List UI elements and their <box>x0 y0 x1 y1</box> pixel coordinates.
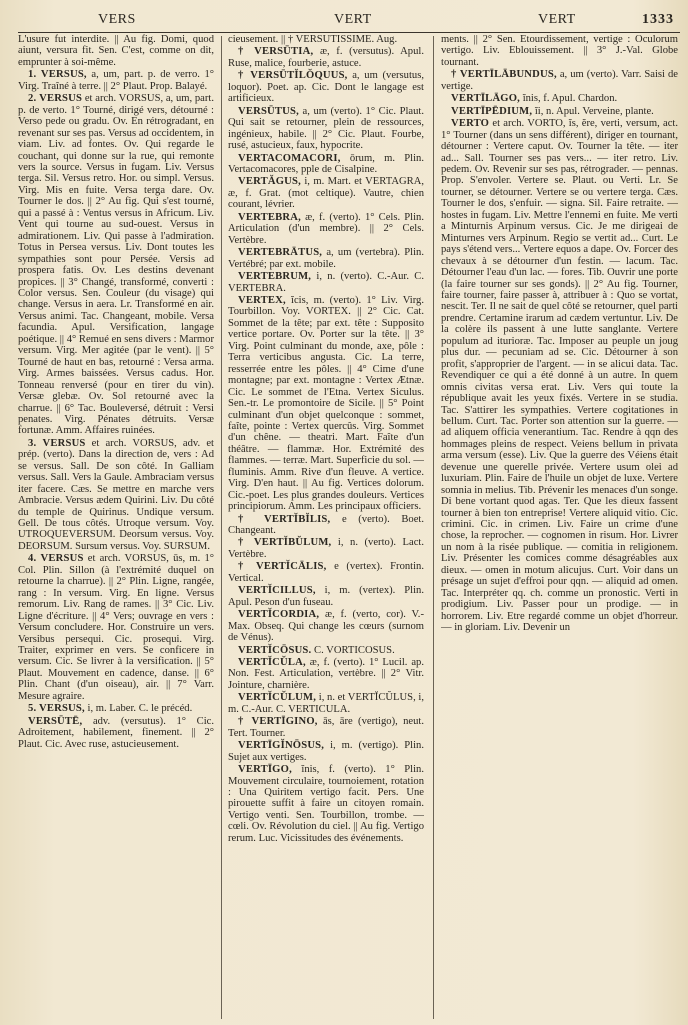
entry-definition: e (vertex). Frontin. Vertical. <box>228 561 424 584</box>
dictionary-entry <box>441 93 678 104</box>
entry-headword: VERTO <box>451 118 490 130</box>
dictionary-entry <box>228 46 424 69</box>
entry-headword: VERTEBRĀTUS, <box>238 247 323 259</box>
dictionary-entry <box>228 764 424 844</box>
entry-definition: et arch. VORSUS, adv. et prép. (verto). Dans la direction de, vers : Ad se versus. Sall. De son côté. In Galliam versus. Sall. Vers la Gaule. Ambraciam versus iter facere. Cæs. Se mettre en marche vers Ambracie. Versus ædem Quirini. Liv. Du côté du temple de Quirinus. Undique versum. Gell. De tous côtés. Utroque versum. Voy. UTROQUEVERSUM. Deorsum versus. Voy. DEORSUM. Sursum versus. Voy. SURSUM. <box>18 437 214 552</box>
entry-definition: ōrum, m. Plin. Vertacomacores, pple de Cisalpine. <box>228 152 424 175</box>
entry-definition: i, n. (verto). C.-Aur. C. VERTEBRA. <box>228 271 424 294</box>
dictionary-entry <box>441 34 678 68</box>
entry-definition: i, m. (vertigo). Plin. Sujet aux vertiges. <box>228 740 424 763</box>
dictionary-entry <box>228 153 424 176</box>
dictionary-entry <box>228 561 424 584</box>
column-3 <box>441 34 678 1021</box>
dictionary-entry <box>18 553 214 702</box>
entry-definition: et arch. VORSUS, ūs, m. 1° Col. Plin. Sillon (à l'extrémité duquel on retourne la charrue). || 2° Plin. Ligne, rangée, rang : In versum. Virg. En ligne. Versus remorum. Liv. Rang de rames. || 3° Cic. Liv. Ligne d'écriture. || 4° Vers; ouvrage en vers : Versum concludere. Hor. Construire un vers. Versibus persequi. Cic. prosequi. Virg. Traiter, exprimer en vers. Se conficere in versum. Cic. Se livrer à la versification. || 5° Plaut. Mouvement en cadence, danse. || 6° Plin. Chant (d'un oiseau), air. || 7° Varr. Mesure agraire. <box>18 553 214 702</box>
entry-headword: VERTEBRUM, <box>238 271 312 283</box>
column-divider-2 <box>433 36 434 1019</box>
entry-definition: i, m. (vertex). Plin. Apul. Peson d'un fuseau. <box>228 585 424 608</box>
entry-headword: † VERTĬBĬLIS, <box>238 513 331 525</box>
dictionary-entry <box>228 609 424 643</box>
entry-definition: ĭi, n. Apul. Verveine, plante. <box>534 105 654 117</box>
entry-definition: ĭnis, f. Apul. Chardon. <box>522 93 618 105</box>
dictionary-entry <box>228 212 424 246</box>
entry-headword: † VERTĪGINO, <box>238 716 318 728</box>
entry-headword: 2. VERSUS <box>28 93 83 105</box>
entry-definition: æ, f. (verto, cor). V.-Max. Obseq. Qui change les cœurs (surnom de Vénus). <box>228 609 424 644</box>
entry-headword: VERSŪTĒ, <box>28 715 83 727</box>
entry-definition: æ, f. (versutus). Apul. Ruse, malice, fourberie, astuce. <box>228 46 424 69</box>
entry-headword: † VERTĬCĀLIS, <box>238 561 327 573</box>
entry-headword: VERTĬCŬLA, <box>238 657 306 669</box>
entry-headword: VERTĪGO, <box>238 764 292 776</box>
dictionary-entry <box>18 438 214 553</box>
entry-definition: adv. (versutus). 1° Cic. Adroitement, habilement, finement. || 2° Plaut. Cic. Avec ruse, astucieusement. <box>18 715 214 750</box>
dictionary-entry <box>228 34 424 45</box>
entry-definition: ments. || 2° Sen. Etourdissement, vertige : Oculorum vertigo. Liv. Eblouissement. || 3° J.-Val. Globe tournant. <box>441 34 678 68</box>
dictionary-entry <box>228 271 424 294</box>
dictionary-entry <box>228 106 424 152</box>
entry-definition: a, um (vertebra). Plin. Vertébré; par ext. mobile. <box>228 247 424 270</box>
dictionary-entry <box>228 176 424 210</box>
entry-definition: et arch. VORSUS, a, um, part. p. de verto. 1° Tourné, dirigé vers, détourné : Verso pede ou gradu. Ov. En rétrogradant, en revenant sur ses pas. Versus ad occidentem, in viam. Liv. ad fontes. Ov. Qui regarde le couchant, qui donne sur la rue, qui remonte vers la source. Versus in fugam. Liv. Versus terga. Sil. Versus retro. Hor. ou simpl. Versus. Virg. Mis en fuite. Versa terga dare. Ov. Tourner le dos. || 2° Au fig. Qui s'est tourné, qui a passé à : Ventus versus in Africum. Liv. Vent qui tourne au sud-ouest. Versus in admirationem. Liv. Qui passe à l'admiration. Totus in Persea versus. Liv. Dont toutes les sympathies sont pour Persée. Versis ad prospera fatis. Ov. Les destins devenant propices. || 3° Changé, transformé, converti : Color versus. Sen. Couleur (du visage) qui change. Versus in aera. Lr. Transformé en air. Versus animi. Tac. Changeant, mobile. Versa facundia. Apul. Versification, langage poétique. || 4° Remué en sens divers : Marmor versum. Virg. Mer agitée (par le vent). || 5° Tourné de haut en bas, retourné : Versa arma. Virg. Armes baissées. Versus cadus. Hor. Tonneau renversé (pour en tirer du vin). Versæ glebæ. Ov. Sol retourné avec la charrue. || 6° Tac. Bouleversé, détruit : Versi penates. Virg. Pénates détruits. Versæ fortunæ. Amm. Affaires ruinées. <box>18 93 214 437</box>
entry-headword: 1. VERSUS, <box>28 69 87 81</box>
entry-headword: VERTACOMACORI, <box>238 152 341 164</box>
entry-headword: † VERSŪTIA, <box>238 46 314 58</box>
entry-definition: æ, f. (verto). 1° Lucil. ap. Non. Fest. Articulation, vertèbre. || 2° Vitr. Jointure, charnière. <box>228 657 424 691</box>
header-center-guideword: VERT <box>334 12 372 27</box>
dictionary-entry <box>228 585 424 608</box>
entry-headword: † VERTĬBŬLUM, <box>238 537 332 549</box>
entry-headword: 5. VERSUS, <box>28 703 85 715</box>
dictionary-entry <box>18 34 214 68</box>
entry-headword: VERTĬCILLUS, <box>238 585 316 597</box>
entry-definition: a, um, part. p. de verro. 1° Virg. Traîné à terre. || 2° Plaut. Prop. Balayé. <box>18 69 214 92</box>
entry-definition: i, n. et VERTĬCŬLUS, i, m. C.-Aur. C. VERTICULA. <box>228 692 424 715</box>
header-right-guideword: VERT <box>538 12 576 27</box>
entry-definition: et arch. VORTO, ĭs, ĕre, verti, versum, act. 1° Tourner (dans un sens différent), diriger en tournant, détourner : Vertere caput. Ov. Tourner la tête. — iter ad... Sall. Tourner ses pas vers... — iter retro. Liv. pedem. Ov. Revenir sur ses pas, rétrograder. — pennas. Prop. S'envoler. Vertere se. Plaut. ou Verti. Lr. Se tourner, se détourner. Vertere se ou vertere terga. Cæs. Tourner le dos, s'enfuir. — signa. Sil. Faire retraite. — hostes in fugam. Liv. Mettre l'ennemi en fuite. Me verti a Minturnis Arpinum versus. Cic. Je me dirigeai de Minturnes vers Arpinum. Regio se vertit ad... Curt. Le pays s'étend vers... Vertere equos a dape. Ov. Forcer des chevaux à se détourner d'un festin. — lacum. Tac. Détourner l'eau d'un lac. — fores. Tib. Ouvrir une porte (la faire tourner sur ses gonds). || 2° Au fig. Tourner, faire tourner, faire passer à, attribuer à : Quo se vortat, nescit. Ter. Il ne sait de quel côté se retourner, quel parti prendre. Certamine irarum ad cædem vertuntur. Liv. De la colère ils passent à une lutte sanglante. Vertere populum ad iturioræ. Tac. Imposer au peuple un joug plus dur. — pecuniam ad se. Cic. Détourner à son profit, s'approprier de l'argent. — in se alicui data. Tac. Revendiquer ce qui a été donné à un autre. In quem omnis civitas versa erat. Liv. Vers qui toute la république avait les yeux fixés. Vertere in se studia. Tac. S'attirer les sympathies. Vertere cogitationes in bellum. Curt. Tac. Porter son attention sur la guerre. — ad aliquem officia venerantium. Tac. Rendre à qqn des hommages pleins de respect. Veiens bellum in privata arma versum (esse). Liv. Que la guerre des Véiens était devenue une querelle privée. Vertere usum olei ad luxuriam. Plin. Faire de l'huile un objet de luxe. Vertere somnia in melius. Tib. Prévenir les menaces d'un songe. Di bene vortant quod agas. Ter. Que les dieux fassent tourner à bien ton entreprise! Vertere aliquid vitio. Cic. crimini. Cic. in crimen. Liv. Faire un crime d'une chose, la reprocher. — cognomen in risum. Hor. Livrer un nom à la risée publique. — comitia in religionem. Liv. Présenter les comices comme désagréables aux dieux. — omen in motum alicujus. Curt. Voir dans un présage un sujet d'effroi pour qqn. — aliquid ad omen. Tac. Interpréter qq. ch. comme un pronostic. Verti in prodigium. Liv. Passer pour un prodige. — in horrorem. Liv. Etre regardé comme un objet d'horreur. — in gloriam. Liv. Devenir un <box>441 118 678 634</box>
entry-headword: VERTĬCŬLUM, <box>238 692 317 704</box>
entry-headword: VERTĪPĒDIUM, <box>451 105 533 117</box>
header-left-guideword: VERS <box>98 12 136 27</box>
entry-definition: e (verto). Boet. Changeant. <box>228 513 424 537</box>
entry-definition: i, n. (verto). Lact. Vertèbre. <box>228 537 424 560</box>
dictionary-entry <box>18 69 214 92</box>
dictionary-entry <box>228 740 424 763</box>
entry-definition: L'usure fut interdite. || Au fig. Domi, quod aiunt, versura fit. Sen. C'est, comme on dit, emprunter à soi-même. <box>18 34 214 68</box>
entry-headword: VERTEX, <box>238 294 286 306</box>
column-2 <box>228 34 424 1021</box>
dictionary-entry <box>441 106 678 117</box>
dictionary-entry <box>228 70 424 104</box>
entry-headword: VERTĬCORDIA, <box>238 609 320 621</box>
entry-definition: ĭcis, m. (verto). 1° Liv. Virg. Tourbillon. Voy. VORTEX. || 2° Cic. Cat. Sommet de la tête; par ext. tête : Supposito vertice portare. Ov. Porter sur la tête. || 3° Virg. Point culminant du monde, axe, pôle : Terra verticibus angusta. Cic. La terre, resserrée entre les pôles. || 4° Cime d'une montagne; par ext. montagne : Vertex Ætnæ. Cic. Le sommet de l'Etna. Vertex Siculus. Sen.-tr. Le promontoire de Sicile. || 5° Point culminant d'un objet quelconque : sommet, faîte, pointe : Vertex quercûs. Virg. Sommet d'un chêne. — theatri. Mart. Faîte d'un théâtre. — flammæ. Hor. Extrémité des flammes. — terræ. Mart. Superficie du sol. — fluminis. Amm. Rive d'un fleuve. A vertice. Virg. D'en haut. || Au fig. Vertices dolorum. Cic.-poet. Les plus grandes douleurs. Vertices principiorum. Amm. Les principaux officiers. <box>228 294 424 513</box>
entry-headword: 3. VERSUS <box>28 437 86 449</box>
entry-definition: a, um (verto). Varr. Saisi de vertige. <box>441 69 678 92</box>
dictionary-entry <box>441 69 678 92</box>
entry-headword: † VERSŪTĬLŎQUUS, <box>238 70 348 82</box>
entry-headword: 4. VERSUS <box>28 553 84 565</box>
column-divider-1 <box>221 36 222 1019</box>
entry-definition: a, um (versutus, loquor). Poet. ap. Cic. Dont le langage est artificieux. <box>228 70 424 105</box>
entry-definition: ās, āre (vertigo), neut. Tert. Tourner. <box>228 716 424 739</box>
dictionary-entry <box>228 645 424 656</box>
dictionary-entry <box>228 716 424 739</box>
dictionary-entry <box>18 716 214 750</box>
entry-definition: æ, f. (verto). 1° Cels. Plin. Articulation (d'un membre). || 2° Cels. Vertèbre. <box>228 211 424 246</box>
dictionary-entry <box>228 657 424 691</box>
dictionary-entry <box>441 118 678 633</box>
dictionary-entry <box>18 703 214 714</box>
entry-headword: VERTEBRA, <box>238 211 301 223</box>
entry-definition: C. VORTICOSUS. <box>314 644 395 656</box>
entry-definition: i, m. Mart. et VERTAGRA, æ, f. Grat. (mot celtique). Vautre, chien courant, lévrier. <box>228 176 424 211</box>
entry-headword: VERTĪLĀGO, <box>451 93 521 105</box>
column-1 <box>18 34 214 1021</box>
page-number: 1333 <box>642 12 674 27</box>
entry-definition: i, m. Laber. C. le précéd. <box>87 703 193 715</box>
running-header <box>18 12 680 32</box>
dictionary-entry <box>228 514 424 537</box>
entry-headword: VERTĪGĬNŌSUS, <box>238 740 325 752</box>
entry-headword: VERTĬCŌSUS. <box>238 644 312 656</box>
dictionary-entry <box>228 295 424 513</box>
header-rule <box>18 32 680 33</box>
entry-headword: VERTĂGUS, <box>238 176 301 188</box>
dictionary-entry <box>228 537 424 560</box>
entry-definition: cieusement. || † VERSUTISSIME. Aug. <box>228 34 398 45</box>
entry-headword: VERSŪTUS, <box>238 105 299 117</box>
entry-definition: a, um (verto). 1° Cic. Plaut. Qui sait se retourner, plein de ressources, ingénieux, habile. || 2° Cic. Plaut. Fourbe, rusé, astucieux, faux, hypocrite. <box>228 105 424 152</box>
entry-headword: † VERTĪLĀBUNDUS, <box>451 69 557 81</box>
dictionary-entry <box>228 247 424 270</box>
entry-definition: ĭnis, f. (verto). 1° Plin. Mouvement circulaire, tournoiement, rotation : Una Quiritem vertigo facit. Pers. Une pirouette suffit à faire un citoyen romain. Vertigo venti. Sen. Tourbillon, trombe. — cœli. Ov. Révolution du ciel. || Au fig. Vertigo rerum. Luc. Vicissitudes des événements. <box>228 764 424 844</box>
dictionary-entry <box>18 93 214 437</box>
dictionary-entry <box>228 692 424 715</box>
